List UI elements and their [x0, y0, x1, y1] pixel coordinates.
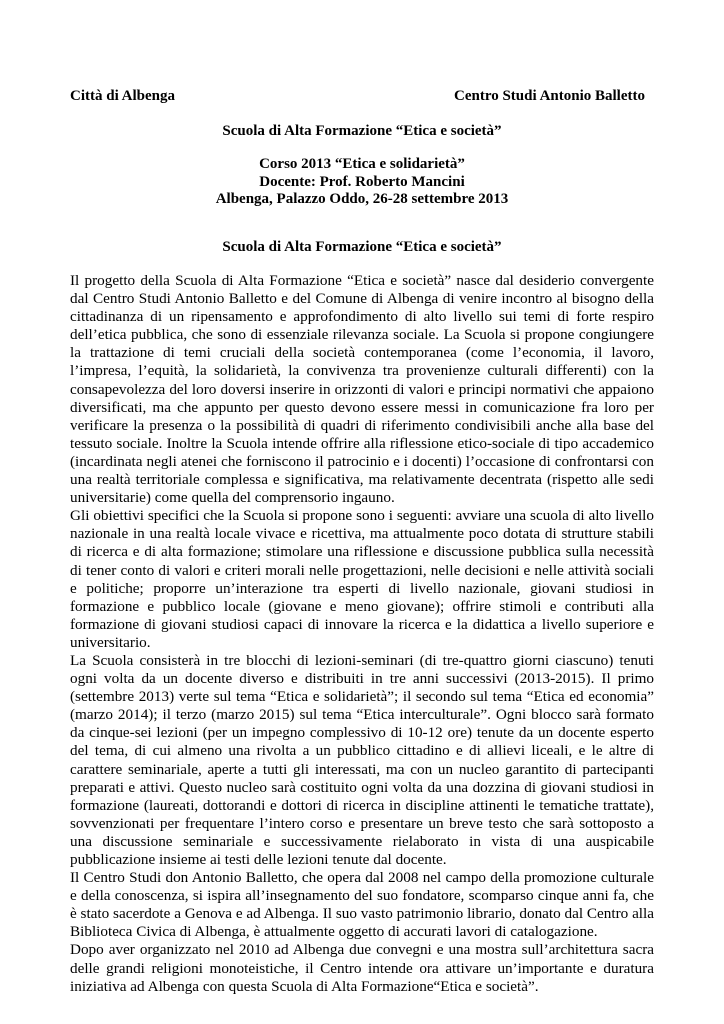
school-title: Scuola di Alta Formazione “Etica e società”: [222, 123, 502, 139]
paragraph: Dopo aver organizzato nel 2010 ad Albenga due convegni e una mostra sull’architettura sacra delle grandi religioni monoteistiche, il Centro intende ora attivare un’importante e duratura iniziativa ad Albenga con questa Scuola di Alta Formazione“Etica e società”.: [70, 941, 654, 995]
paragraph: Gli obiettivi specifici che la Scuola si propone sono i seguenti: avviare una scuola di alto livello nazionale in una realtà locale vivace e ricettiva, ma attualmente poco dotata di strutture stabili di ricerca e di alta formazione; stimolare una riflessione e discussione pubblica sulla necessità di tener conto di valori e criteri morali nelle progettazioni, nelle decisioni e nelle attività sociali e politiche; proporre un’interazione tra esperti di livello nazionale, giovani studiosi in formazione e pubblico locale (giovane e meno giovane); offrire stimoli e contributi alla formazione di giovani studiosi capaci di innovare la ricerca e la didattica a livello superiore e universitario.: [70, 507, 654, 651]
place-date-line: Albenga, Palazzo Oddo, 26-28 settembre 2013: [215, 191, 509, 207]
paragraph: Il progetto della Scuola di Alta Formazione “Etica e società” nasce dal desiderio convergente dal Centro Studi Antonio Balletto e del Comune di Albenga di venire incontro al bisogno della cittadinanza di un ripensamento e approfondimento di alto livello sui temi di forte respiro dell’etica pubblica, che sono di essenziale rilevanza sociale. La Scuola si propone congiungere la trattazione di temi cruciali della società contemporanea (come l’economia, il lavoro, l’impresa, l’equità, la solidarietà, la convivenza tra provenienze culturali differenti) con la consapevolezza del loro doversi inserire in orizzonti di valori e principi normativi che appaiono diversificati, ma che appunto per questo devono essere messi in comunicazione fra loro per verificare la presenza o la possibilità di quadri di riferimento condivisibili anche alla base del tessuto sociale. Inoltre la Scuola intende offrire alla riflessione etico-sociale di tipo accademico (incardinata negli atenei che forniscono il patrocinio e i docenti) l’occasione di confrontarsi con una realtà territoriale complessa e significativa, ma relativamente decentrata (rispetto alle sedi universitarie) come quella del comprensorio ingauno.: [70, 272, 654, 507]
body-text: [70, 272, 654, 996]
teacher-line: Docente: Prof. Roberto Mancini: [259, 174, 465, 190]
course-title: Corso 2013 “Etica e solidarietà”: [259, 156, 465, 172]
header-left-city: Città di Albenga: [70, 88, 176, 104]
paragraph: La Scuola consisterà in tre blocchi di lezioni-seminari (di tre-quattro giorni ciascuno) tenuti ogni volta da un docente diverso e distribuiti in tre anni successivi (2013-2015). Il primo (settembre 2013) verte sul tema “Etica e solidarietà”; il secondo sul tema “Etica ed economia” (marzo 2014); il terzo (marzo 2015) sul tema “Etica interculturale”. Ogni blocco sarà formato da cinque-sei lezioni (per un impegno complessivo di 10-12 ore) tenute da un docente esperto del tema, di cui almeno una rivolta a un pubblico cittadino e di allievi liceali, e le altre di carattere seminariale, aperte a tutti gli interessati, ma con un nucleo garantito di partecipanti preparati e attivi. Questo nucleo sarà costituito ogni volta da una dozzina di giovani studiosi in formazione (laureati, dottorandi e dottori di ricerca in discipline attinenti le tematiche trattate), sovvenzionati per frequentare l’intero corso e presentare un breve testo che sarà sottoposto a una discussione seminariale e successivamente rielaborato in vista di una auspicabile pubblicazione insieme ai testi delle lezioni tenute dal docente.: [70, 651, 654, 868]
section-title: Scuola di Alta Formazione “Etica e società”: [222, 239, 502, 255]
paragraph: Il Centro Studi don Antonio Balletto, che opera dal 2008 nel campo della promozione culturale e della conoscenza, si ispira all’insegnamento del suo fondatore, scomparso cinque anni fa, che è stato sacerdote a Genova e ad Albenga. Il suo vasto patrimonio librario, donato dal Centro alla Biblioteca Civica di Albenga, è attualmente oggetto di accurati lavori di catalogazione.: [70, 869, 654, 941]
document-header: [70, 88, 645, 108]
header-right-center: Centro Studi Antonio Balletto: [454, 88, 645, 104]
